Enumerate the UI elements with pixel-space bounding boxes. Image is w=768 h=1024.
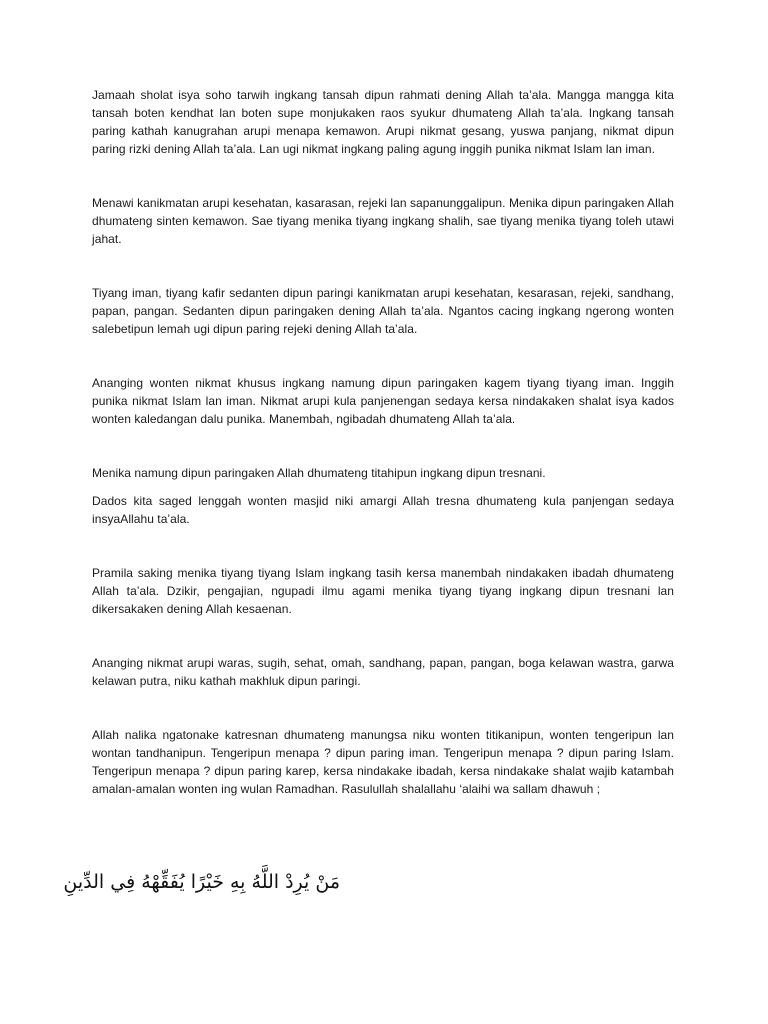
paragraph-4: Ananging wonten nikmat khusus ingkang namung dipun paringaken kagem tiyang tiyang iman. Inggih punika nikmat Islam lan iman. Nikmat arupi kula panjenengan sedaya kersa nindakaken shalat isya kados wonten kaledangan dalu punika. Manembah, ngibadah dhumateng Allah ta’ala. xyxy=(92,376,674,426)
paragraph-6: Dados kita saged lenggah wonten masjid niki amargi Allah tresna dhumateng kula panjengan sedaya insyaAllahu ta’ala. xyxy=(92,494,674,526)
document-body xyxy=(92,86,674,798)
paragraph-2: Menawi kanikmatan arupi kesehatan, kasarasan, rejeki lan sapanunggalipun. Menika dipun paringaken Allah dhumateng sinten kemawon. Sae tiyang menika tiyang ingkang shalih, sae tiyang menika tiyang toleh utawi jahat. xyxy=(92,196,674,246)
paragraph-5: Menika namung dipun paringaken Allah dhumateng titahipun ingkang dipun tresnani. xyxy=(92,466,546,480)
paragraph-9: Allah nalika ngatonake katresnan dhumateng manungsa niku wonten titikanipun, wonten tengeripun lan wontan tandhanipun. Tengeripun menapa ? dipun paring iman. Tengeripun menapa ? dipun paring Islam. Tengeripun menapa ? dipun paring karep, kersa nindakake ibadah, kersa nindakake shalat wajib katambah amalan-amalan wonten ing wulan Ramadhan. Rasulullah shalallahu ‘alaihi wa sallam dhawuh ; xyxy=(92,728,674,796)
paragraph-7: Pramila saking menika tiyang tiyang Islam ingkang tasih kersa manembah nindakaken ibadah dhumateng Allah ta’ala. Dzikir, pengajian, ngupadi ilmu agami menika tiyang tiyang ingkang dipun tresnani lan dikersakaken dening Allah kesaenan. xyxy=(92,566,674,616)
arabic-hadith-quote: مَنْ يُرِدْ اللَّهُ بِهِ خَيْرًا يُفَقِّهْهُ فِي الدِّينِ xyxy=(63,871,340,893)
paragraph-8: Ananging nikmat arupi waras, sugih, sehat, omah, sandhang, papan, pangan, boga kelawan wastra, garwa kelawan putra, niku kathah makhluk dipun paringi. xyxy=(92,656,674,688)
paragraph-3: Tiyang iman, tiyang kafir sedanten dipun paringi kanikmatan arupi kesehatan, kesarasan, rejeki, sandhang, papan, pangan. Sedanten dipun paringaken dening Allah ta’ala. Ngantos cacing ingkang ngerong wonten salebetipun lemah ugi dipun paring rejeki dening Allah ta’ala. xyxy=(92,286,674,336)
paragraph-1: Jamaah sholat isya soho tarwih ingkang tansah dipun rahmati dening Allah ta’ala. Mangga mangga kita tansah boten kendhat lan boten supe monjukaken raos syukur dhumateng Allah ta’ala. Ingkang tansah paring kathah kanugrahan arupi menapa kemawon. Arupi nikmat gesang, yuswa panjang, nikmat dipun paring rizki dening Allah ta’ala. Lan ugi nikmat ingkang paling agung inggih punika nikmat Islam lan iman. xyxy=(92,88,674,156)
